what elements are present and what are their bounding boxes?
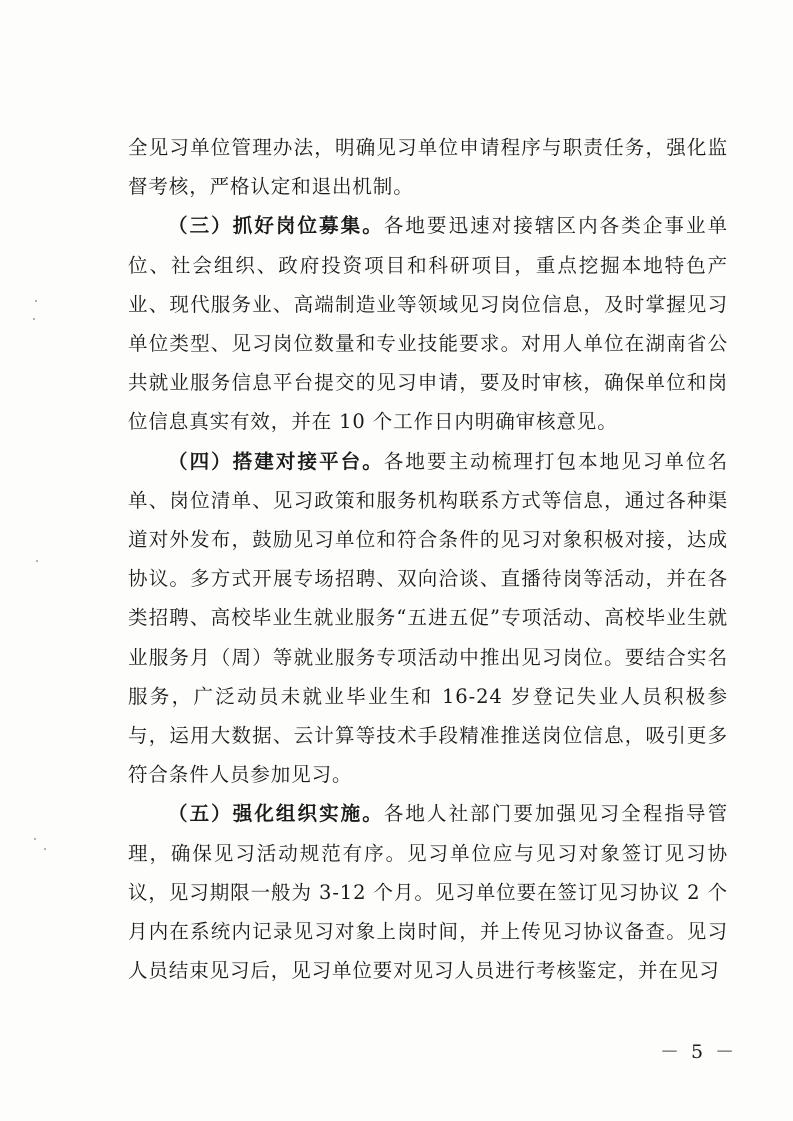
paragraph-build-platform: [128, 442, 728, 795]
binding-mark: [35, 300, 37, 302]
paragraph-text: 各地要迅速对接辖区内各类企事业单位、社会组织、政府投资项目和科研项目，重点挖掘本地特色产业、现代服务业、高端制造业等领域见习岗位信息，及时掌握见习单位类型、见习岗位数量和专业技能要求。对用人单位在湖南省公共就业服务信息平台提交的见习申请，要及时审核，确保单位和岗位信息真实有效，并在 10 个工作日内明确审核意见。: [128, 214, 728, 434]
binding-mark: [33, 318, 35, 320]
paragraph-text: 各地人社部门要加强见习全程指导管理，确保见习活动规范有序。见习单位应与见习对象签订见习协议，见习期限一般为 3-12 个月。见习单位要在签订见习协议 2 个月内在系统内记录见习对象上岗时间，并上传见习协议备查。见习人员结束见习后，见习单位要对见习人员进行考核鉴定，并在见习: [128, 802, 728, 983]
binding-mark: [44, 848, 46, 850]
paragraph-text: 全见习单位管理办法，明确见习单位申请程序与职责任务，强化监督考核，严格认定和退出机制。: [128, 136, 728, 199]
page-number: － 5 －: [660, 1041, 738, 1063]
document-body: [128, 128, 728, 990]
paragraph-organize-implementation: [128, 794, 728, 990]
paragraph-text: 各地要主动梳理打包本地见习单位名单、岗位清单、见习政策和服务机构联系方式等信息，通过各种渠道对外发布，鼓励见习单位和符合条件的见习对象积极对接，达成协议。多方式开展专场招聘、双向洽谈、直播待岗等活动，并在各类招聘、高校毕业生就业服务“五进五促”专项活动、高校毕业生就业服务月（周）等就业服务专项活动中推出见习岗位。要结合实名服务，广泛动员未就业毕业生和 16-24 岁登记失业人员积极参与，运用大数据、云计算等技术手段精准推送岗位信息，吸引更多符合条件人员参加见习。: [128, 449, 728, 787]
section-heading: （四）搭建对接平台。: [168, 449, 384, 473]
section-heading: （五）强化组织实施。: [168, 802, 384, 826]
binding-mark: [34, 838, 36, 840]
paragraph-continuation: [128, 128, 728, 206]
section-heading: （三）抓好岗位募集。: [168, 214, 384, 238]
paragraph-recruit-positions: [128, 206, 728, 441]
binding-mark: [36, 560, 38, 562]
